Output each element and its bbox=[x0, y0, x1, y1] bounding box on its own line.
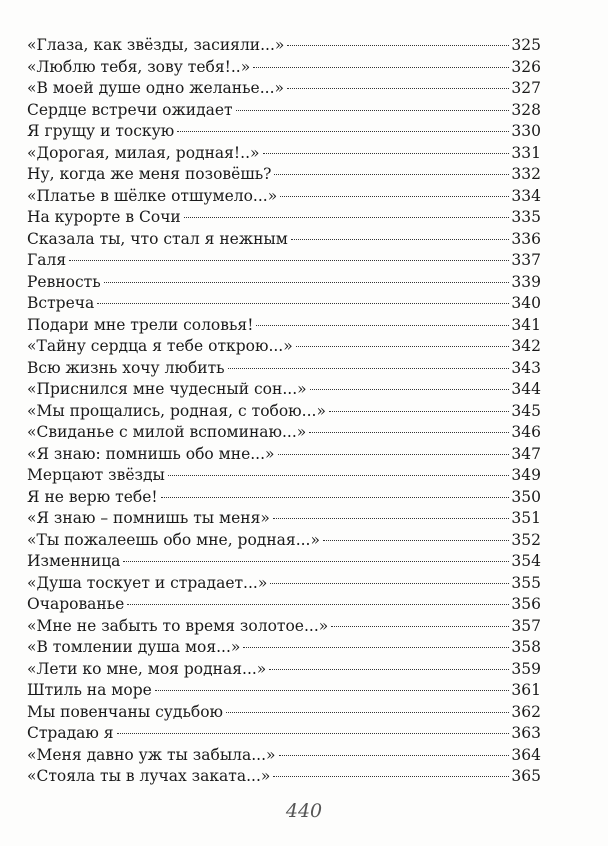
dot-leader bbox=[269, 669, 509, 670]
toc-entry bbox=[27, 745, 541, 767]
toc-entry bbox=[27, 57, 541, 79]
toc-entry-title: «Я знаю – помнишь ты меня» bbox=[27, 509, 270, 527]
toc-entry-title: «Лети ко мне, моя родная...» bbox=[27, 659, 267, 678]
toc-entry-title: Сердце встречи ожидает bbox=[27, 100, 233, 119]
toc-entry-page-number: 340 bbox=[511, 294, 541, 312]
toc-entry bbox=[27, 616, 541, 638]
toc-entry-page-number: 344 bbox=[511, 380, 541, 398]
toc-entry bbox=[27, 487, 541, 509]
dot-leader bbox=[287, 45, 509, 46]
toc-entry-title: Сказала ты, что стал я нежным bbox=[27, 229, 288, 248]
toc-entry-page-number: 355 bbox=[511, 573, 541, 592]
toc-entry bbox=[27, 293, 541, 315]
toc-entry-page-number: 358 bbox=[511, 638, 541, 656]
dot-leader bbox=[127, 604, 509, 605]
dot-leader bbox=[253, 67, 509, 68]
toc-entry bbox=[27, 272, 541, 294]
toc-entry-page-number: 352 bbox=[511, 530, 541, 549]
toc-entry bbox=[27, 573, 541, 595]
toc-entry-title: «Душа тоскует и страдает...» bbox=[27, 573, 268, 592]
toc-entry-title: Ну, когда же меня позовёшь? bbox=[27, 165, 272, 183]
toc-entry-title: «Глаза, как звёзды, засияли...» bbox=[27, 36, 285, 54]
toc-entry-title: «Мы прощались, родная, с тобою...» bbox=[27, 401, 326, 420]
toc-entry-title: Подари мне трели соловья! bbox=[27, 315, 254, 334]
toc-entry bbox=[27, 659, 541, 681]
toc-entry bbox=[27, 207, 541, 229]
dot-leader bbox=[310, 389, 510, 390]
dot-leader bbox=[256, 325, 509, 326]
toc-entry bbox=[27, 336, 541, 358]
toc-entry-title: «В моей душе одно желанье...» bbox=[27, 79, 284, 97]
toc-entry bbox=[27, 422, 541, 444]
toc-entry-page-number: 356 bbox=[511, 595, 541, 613]
toc-entry-title: Всю жизнь хочу любить bbox=[27, 358, 225, 377]
toc-entry bbox=[27, 229, 541, 251]
toc-entry-page-number: 334 bbox=[511, 186, 541, 205]
dot-leader bbox=[117, 733, 510, 734]
toc-entry-title: Штиль на море bbox=[27, 681, 152, 699]
toc-entry-page-number: 354 bbox=[511, 552, 541, 570]
toc-entry-page-number: 357 bbox=[511, 616, 541, 635]
dot-leader bbox=[226, 712, 509, 713]
toc-entry bbox=[27, 78, 541, 100]
toc-entry bbox=[27, 100, 541, 122]
toc-entry-page-number: 351 bbox=[511, 509, 541, 527]
toc-entry bbox=[27, 444, 541, 466]
dot-leader bbox=[161, 497, 510, 498]
toc-entry-page-number: 328 bbox=[511, 100, 541, 119]
toc-entry-title: «В томлении душа моя...» bbox=[27, 638, 241, 656]
toc-entry-title: Ревность bbox=[27, 272, 101, 291]
toc-entry bbox=[27, 702, 541, 724]
toc-entry bbox=[27, 465, 541, 487]
dot-leader bbox=[184, 217, 510, 218]
toc-entry-title: «Платье в шёлке отшумело...» bbox=[27, 186, 278, 205]
toc-entry-page-number: 349 bbox=[511, 466, 541, 484]
toc-entry-title: Я не верю тебе! bbox=[27, 487, 158, 506]
toc-entry bbox=[27, 250, 541, 272]
toc-entry-page-number: 331 bbox=[511, 143, 541, 162]
dot-leader bbox=[228, 368, 510, 369]
dot-leader bbox=[278, 454, 510, 455]
dot-leader bbox=[263, 153, 510, 154]
toc-entry bbox=[27, 186, 541, 208]
toc-entry bbox=[27, 35, 541, 57]
dot-leader bbox=[243, 647, 509, 648]
dot-leader bbox=[323, 540, 509, 541]
toc-entry-title: «Я знаю: помнишь обо мне...» bbox=[27, 444, 275, 463]
toc-entry-page-number: 330 bbox=[511, 122, 541, 140]
page-number: 440 bbox=[285, 800, 323, 822]
toc-entry bbox=[27, 121, 541, 143]
toc-entry-page-number: 335 bbox=[511, 208, 541, 226]
toc-entry-title: На курорте в Сочи bbox=[27, 208, 181, 226]
toc-entry bbox=[27, 551, 541, 573]
dot-leader bbox=[273, 518, 510, 519]
toc-entry bbox=[27, 315, 541, 337]
dot-leader bbox=[280, 196, 509, 197]
dot-leader bbox=[331, 626, 509, 627]
toc-entry bbox=[27, 637, 541, 659]
toc-entry bbox=[27, 143, 541, 165]
dot-leader bbox=[279, 755, 510, 756]
toc-entry-title: Очарованье bbox=[27, 595, 125, 613]
toc-entry-title: Мы повенчаны судьбою bbox=[27, 702, 224, 721]
dot-leader bbox=[104, 282, 510, 283]
toc-entry-page-number: 327 bbox=[511, 79, 541, 97]
toc-entry bbox=[27, 401, 541, 423]
toc-entry-title: «Дорогая, милая, родная!..» bbox=[27, 143, 260, 162]
toc-entry bbox=[27, 164, 541, 186]
toc-entry-title: «Свиданье с милой вспоминаю...» bbox=[27, 423, 307, 441]
dot-leader bbox=[177, 131, 509, 132]
dot-leader bbox=[97, 303, 509, 304]
toc-entry-page-number: 325 bbox=[511, 36, 541, 54]
toc-entry-title: Страдаю я bbox=[27, 724, 114, 742]
toc-entry bbox=[27, 594, 541, 616]
toc-entry bbox=[27, 530, 541, 552]
toc-entry-page-number: 343 bbox=[511, 358, 541, 377]
dot-leader bbox=[296, 346, 510, 347]
toc-entry-page-number: 350 bbox=[511, 487, 541, 506]
toc-entry bbox=[27, 508, 541, 530]
toc-entry-title: Мерцают звёзды bbox=[27, 466, 165, 484]
toc-entry-title: «Приснился мне чудесный сон...» bbox=[27, 380, 307, 398]
toc-entry-page-number: 345 bbox=[511, 401, 541, 420]
toc-entry-page-number: 361 bbox=[511, 681, 541, 699]
toc-entry bbox=[27, 723, 541, 745]
toc-entry bbox=[27, 379, 541, 401]
dot-leader bbox=[270, 583, 509, 584]
dot-leader bbox=[69, 260, 509, 261]
toc-entry-page-number: 359 bbox=[511, 659, 541, 678]
toc-entry bbox=[27, 680, 541, 702]
dot-leader bbox=[236, 110, 510, 111]
toc-entry-title: Встреча bbox=[27, 294, 95, 312]
dot-leader bbox=[123, 561, 509, 562]
dot-leader bbox=[168, 475, 510, 476]
toc-entry-page-number: 339 bbox=[511, 272, 541, 291]
toc-entry-page-number: 364 bbox=[511, 745, 541, 764]
toc-entry-page-number: 347 bbox=[511, 444, 541, 463]
dot-leader bbox=[329, 411, 509, 412]
dot-leader bbox=[309, 432, 509, 433]
toc-entry-page-number: 336 bbox=[511, 229, 541, 248]
dot-leader bbox=[287, 88, 509, 89]
toc-entry-title: «Стояла ты в лучах заката...» bbox=[27, 767, 271, 785]
toc-entry bbox=[27, 358, 541, 380]
toc-entry-page-number: 342 bbox=[511, 337, 541, 355]
toc-entry-page-number: 337 bbox=[511, 251, 541, 269]
dot-leader bbox=[273, 776, 509, 777]
toc-entry-title: «Люблю тебя, зову тебя!..» bbox=[27, 57, 251, 76]
toc-entry-page-number: 365 bbox=[511, 767, 541, 785]
toc-entry-title: «Меня давно уж ты забыла...» bbox=[27, 745, 276, 764]
toc-entry-page-number: 362 bbox=[511, 702, 541, 721]
toc-entry-page-number: 363 bbox=[511, 724, 541, 742]
table-of-contents bbox=[27, 35, 541, 788]
dot-leader bbox=[291, 239, 510, 240]
toc-entry-page-number: 341 bbox=[511, 315, 541, 334]
dot-leader bbox=[155, 690, 510, 691]
toc-entry-title: Галя bbox=[27, 251, 67, 269]
toc-entry-title: Я грущу и тоскую bbox=[27, 122, 175, 140]
toc-entry-title: «Тайну сердца я тебе открою...» bbox=[27, 337, 293, 355]
toc-entry bbox=[27, 766, 541, 788]
toc-entry-page-number: 346 bbox=[511, 423, 541, 441]
dot-leader bbox=[274, 174, 509, 175]
toc-entry-title: Изменница bbox=[27, 552, 121, 570]
toc-entry-page-number: 326 bbox=[511, 57, 541, 76]
toc-entry-title: «Ты пожалеешь обо мне, родная...» bbox=[27, 530, 320, 549]
toc-entry-page-number: 332 bbox=[511, 165, 541, 183]
toc-entry-title: «Мне не забыть то время золотое...» bbox=[27, 616, 329, 635]
